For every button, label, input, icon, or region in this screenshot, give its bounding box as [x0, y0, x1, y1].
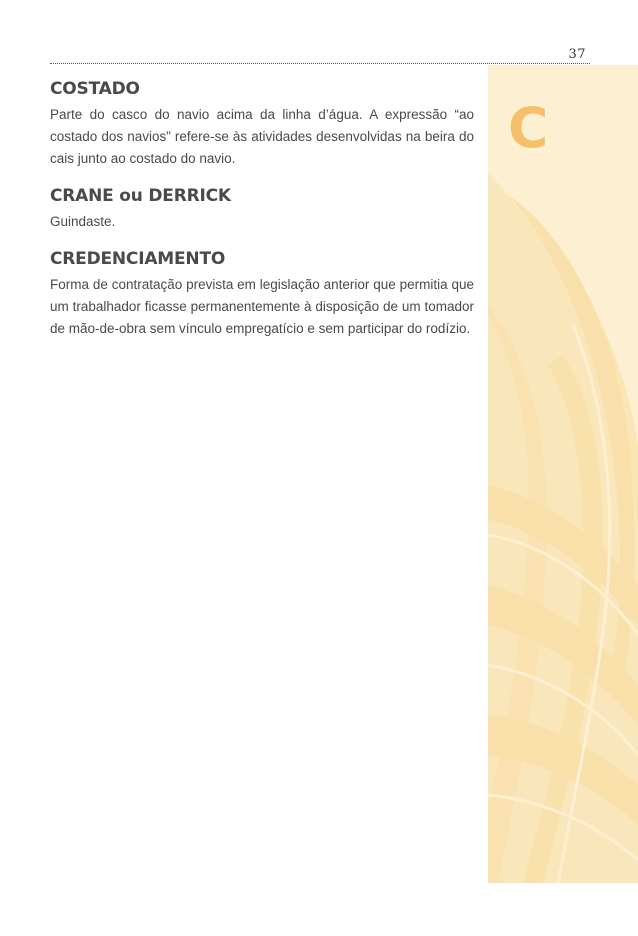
section-side-panel	[488, 65, 638, 883]
globe-pattern-graphic	[488, 65, 638, 883]
header-dotted-rule	[50, 63, 590, 64]
glossary-entry-crane	[50, 185, 474, 233]
glossary-entry-credenciamento	[50, 248, 474, 340]
section-letter: C	[508, 96, 549, 160]
entry-term: COSTADO	[50, 79, 140, 99]
glossary-entry-costado	[50, 78, 474, 170]
page-number: 37	[568, 47, 586, 62]
entry-definition: Guindaste.	[50, 214, 116, 229]
entry-definition: Forma de contratação prevista em legislação anterior que permitia que um trabalhador ficasse permanentemente à disposição de um tomador de mão-de-obra sem vínculo empregatício e sem participar do rodízio.	[50, 277, 474, 336]
glossary-entries	[50, 78, 474, 340]
entry-term: CREDENCIAMENTO	[50, 249, 226, 269]
entry-definition: Parte do casco do navio acima da linha d’água. A expressão “ao costado dos navios” refere-se às atividades desenvolvidas na beira do cais junto ao costado do navio.	[50, 107, 474, 166]
entry-term: CRANE ou DERRICK	[50, 186, 231, 206]
